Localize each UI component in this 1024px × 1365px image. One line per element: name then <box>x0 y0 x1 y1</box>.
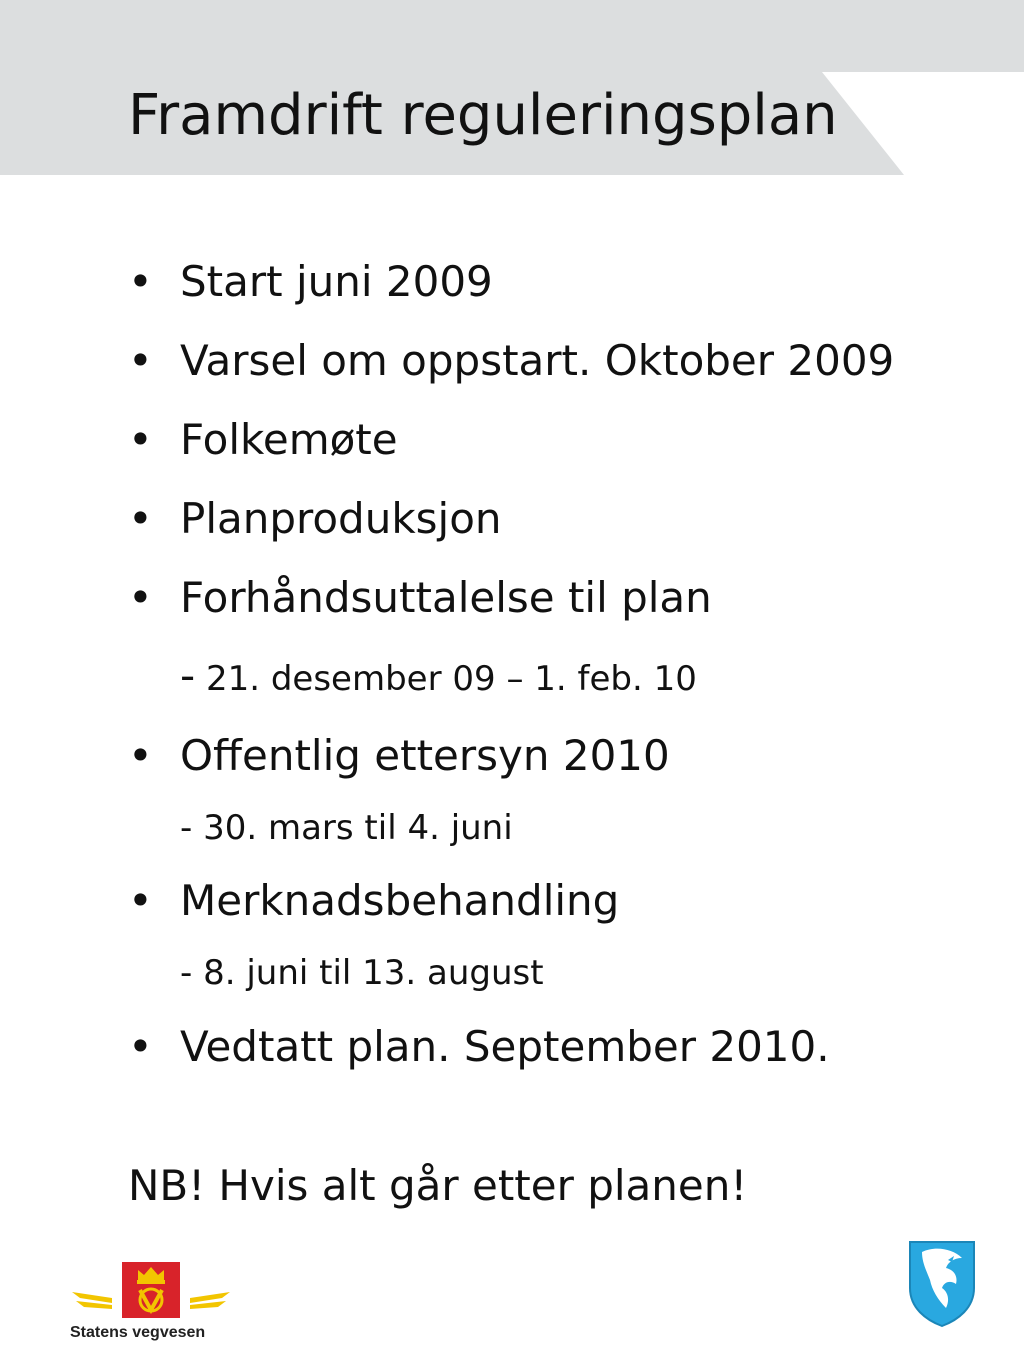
item-text: Vedtatt plan. September 2010. <box>180 1022 830 1071</box>
footnote: NB! Hvis alt går etter planen! <box>128 1161 748 1210</box>
org-wordmark: Statens vegvesen <box>70 1324 206 1341</box>
item-text: Offentlig ettersyn 2010 <box>180 731 670 780</box>
slide-title: Framdrift reguleringsplan <box>128 83 838 148</box>
item-text: Folkemøte <box>180 415 398 464</box>
bullet-marker: • <box>128 415 153 464</box>
sub-text: 21. desember 09 – 1. feb. 10 <box>205 659 697 699</box>
item-text: Varsel om oppstart. Oktober 2009 <box>180 336 895 385</box>
item-text: Forhåndsuttalelse til plan <box>180 573 712 622</box>
item-subline <box>180 651 697 701</box>
item-subline: - 30. mars til 4. juni <box>180 808 513 848</box>
bullet-marker: • <box>128 731 153 780</box>
sub-dash: - <box>180 651 196 700</box>
bullet-marker: • <box>128 494 153 543</box>
item-text: Planproduksjon <box>180 494 502 543</box>
svv-emblem-icon <box>66 1258 236 1322</box>
bullet-marker: • <box>128 1022 153 1071</box>
statens-vegvesen-logo <box>66 1258 236 1348</box>
bullet-marker: • <box>128 573 153 622</box>
item-text: Start juni 2009 <box>180 257 493 306</box>
county-shield-logo <box>908 1240 976 1328</box>
item-text: Merknadsbehandling <box>180 876 620 925</box>
bullet-marker: • <box>128 876 153 925</box>
eagle-shield-icon <box>908 1240 976 1328</box>
bullet-marker: • <box>128 336 153 385</box>
item-subline: - 8. juni til 13. august <box>180 953 544 993</box>
bullet-marker: • <box>128 257 153 306</box>
